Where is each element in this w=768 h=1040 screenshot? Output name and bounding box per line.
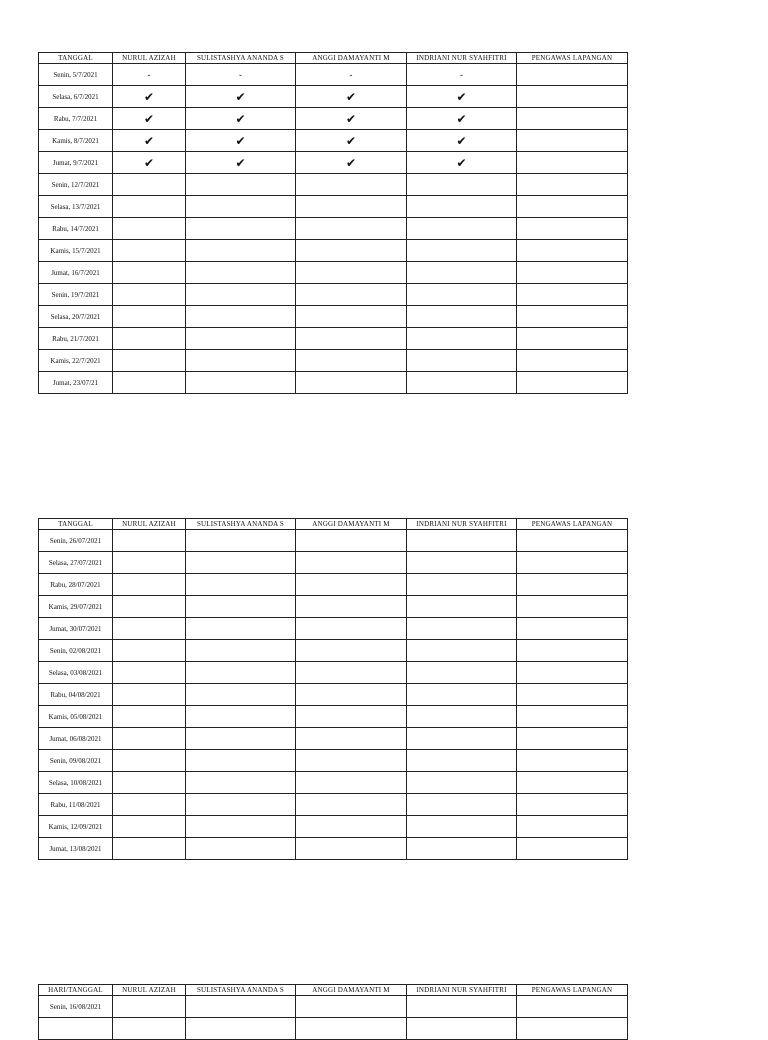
attendance-cell — [517, 618, 628, 640]
attendance-cell — [517, 108, 628, 130]
table-row — [39, 662, 628, 684]
attendance-cell — [407, 596, 517, 618]
table-row — [39, 86, 628, 108]
header-row — [39, 53, 628, 64]
attendance-cell — [517, 596, 628, 618]
table-row — [39, 372, 628, 394]
attendance-cell — [113, 196, 186, 218]
attendance-cell — [407, 262, 517, 284]
table-row — [39, 328, 628, 350]
table-row — [39, 838, 628, 860]
attendance-cell — [517, 530, 628, 552]
table-row — [39, 284, 628, 306]
col-header-nurul: NURUL AZIZAH — [113, 53, 186, 64]
attendance-cell — [186, 596, 296, 618]
attendance-cell — [113, 552, 186, 574]
table-row — [39, 64, 628, 86]
date-cell: Rabu, 11/08/2021 — [39, 794, 113, 816]
attendance-cell — [407, 706, 517, 728]
col-header-sulistashya: SULISTASHYA ANANDA S — [186, 53, 296, 64]
table-row — [39, 794, 628, 816]
col-header-pengawas: PENGAWAS LAPANGAN — [517, 519, 628, 530]
table-row — [39, 262, 628, 284]
check-icon: ✔ — [113, 130, 186, 152]
date-cell: Selasa, 20/7/2021 — [39, 306, 113, 328]
attendance-cell — [186, 574, 296, 596]
col-header-nurul: NURUL AZIZAH — [113, 519, 186, 530]
date-cell: Senin, 19/7/2021 — [39, 284, 113, 306]
col-header-sulistashya: SULISTASHYA ANANDA S — [186, 519, 296, 530]
attendance-cell — [407, 816, 517, 838]
attendance-cell — [517, 218, 628, 240]
attendance-cell — [407, 218, 517, 240]
attendance-cell — [113, 350, 186, 372]
col-header-sulistashya: SULISTASHYA ANANDA S — [186, 985, 296, 996]
table-row — [39, 530, 628, 552]
table-body — [39, 64, 628, 394]
attendance-cell — [186, 640, 296, 662]
date-cell: Selasa, 10/08/2021 — [39, 772, 113, 794]
attendance-cell — [113, 996, 186, 1018]
attendance-cell — [113, 174, 186, 196]
date-cell: Kamis, 8/7/2021 — [39, 130, 113, 152]
attendance-cell — [186, 706, 296, 728]
attendance-cell — [517, 262, 628, 284]
date-cell: Kamis, 15/7/2021 — [39, 240, 113, 262]
date-cell: Senin, 09/08/2021 — [39, 750, 113, 772]
attendance-cell — [186, 328, 296, 350]
table-row — [39, 218, 628, 240]
check-icon: ✔ — [186, 130, 296, 152]
attendance-cell — [186, 996, 296, 1018]
attendance-cell — [113, 838, 186, 860]
table-body — [39, 996, 628, 1040]
absent-dash: - — [407, 64, 517, 86]
attendance-cell — [517, 372, 628, 394]
attendance-cell — [113, 284, 186, 306]
attendance-cell — [113, 684, 186, 706]
check-icon: ✔ — [407, 108, 517, 130]
attendance-cell — [186, 838, 296, 860]
col-header-indriani: INDRIANI NUR SYAHFITRI — [407, 53, 517, 64]
check-icon: ✔ — [113, 152, 186, 174]
absent-dash: - — [186, 64, 296, 86]
attendance-cell — [517, 574, 628, 596]
check-icon: ✔ — [186, 152, 296, 174]
date-cell: Rabu, 14/7/2021 — [39, 218, 113, 240]
col-header-nurul: NURUL AZIZAH — [113, 985, 186, 996]
date-cell: Jumat, 13/08/2021 — [39, 838, 113, 860]
attendance-cell — [296, 816, 407, 838]
attendance-cell — [517, 640, 628, 662]
attendance-cell — [407, 350, 517, 372]
attendance-cell — [113, 618, 186, 640]
attendance-cell — [517, 750, 628, 772]
attendance-cell — [407, 772, 517, 794]
check-icon: ✔ — [407, 152, 517, 174]
attendance-cell — [113, 662, 186, 684]
attendance-cell — [517, 130, 628, 152]
attendance-cell — [517, 152, 628, 174]
attendance-cell — [407, 728, 517, 750]
attendance-cell — [113, 816, 186, 838]
table-row — [39, 728, 628, 750]
attendance-cell — [517, 706, 628, 728]
attendance-cell — [296, 838, 407, 860]
attendance-cell — [113, 574, 186, 596]
col-header-indriani: INDRIANI NUR SYAHFITRI — [407, 985, 517, 996]
attendance-cell — [407, 574, 517, 596]
date-cell: Rabu, 28/07/2021 — [39, 574, 113, 596]
attendance-cell — [517, 196, 628, 218]
attendance-cell — [296, 574, 407, 596]
date-cell: Jumat, 06/08/2021 — [39, 728, 113, 750]
absent-dash: - — [113, 64, 186, 86]
attendance-cell — [113, 706, 186, 728]
attendance-cell — [186, 728, 296, 750]
attendance-cell — [186, 240, 296, 262]
table-row — [39, 596, 628, 618]
attendance-cell — [296, 1018, 407, 1040]
attendance-cell — [517, 794, 628, 816]
attendance-cell — [296, 684, 407, 706]
attendance-cell — [517, 552, 628, 574]
date-cell: Jumat, 9/7/2021 — [39, 152, 113, 174]
col-header-pengawas: PENGAWAS LAPANGAN — [517, 985, 628, 996]
check-icon: ✔ — [296, 108, 407, 130]
date-cell: Selasa, 03/08/2021 — [39, 662, 113, 684]
attendance-cell — [113, 240, 186, 262]
attendance-cell — [517, 1018, 628, 1040]
check-icon: ✔ — [113, 86, 186, 108]
attendance-cell — [296, 328, 407, 350]
attendance-cell — [517, 328, 628, 350]
date-cell: Senin, 02/08/2021 — [39, 640, 113, 662]
attendance-cell — [186, 750, 296, 772]
attendance-cell — [517, 306, 628, 328]
check-icon: ✔ — [296, 86, 407, 108]
attendance-cell — [113, 262, 186, 284]
attendance-cell — [186, 196, 296, 218]
table-row — [39, 174, 628, 196]
attendance-cell — [517, 174, 628, 196]
attendance-cell — [186, 306, 296, 328]
attendance-cell — [517, 86, 628, 108]
attendance-cell — [186, 794, 296, 816]
table-row — [39, 706, 628, 728]
attendance-cell — [517, 284, 628, 306]
attendance-cell — [296, 306, 407, 328]
attendance-cell — [407, 794, 517, 816]
col-header-indriani: INDRIANI NUR SYAHFITRI — [407, 519, 517, 530]
attendance-cell — [113, 750, 186, 772]
attendance-cell — [186, 618, 296, 640]
table-row — [39, 240, 628, 262]
attendance-cell — [296, 640, 407, 662]
check-icon: ✔ — [186, 86, 296, 108]
table-row — [39, 574, 628, 596]
date-cell: Selasa, 6/7/2021 — [39, 86, 113, 108]
date-cell: Senin, 26/07/2021 — [39, 530, 113, 552]
attendance-cell — [296, 996, 407, 1018]
table-row — [39, 1018, 628, 1040]
date-cell: Jumat, 23/07/21 — [39, 372, 113, 394]
col-header-anggi: ANGGI DAMAYANTI M — [296, 53, 407, 64]
attendance-cell — [407, 328, 517, 350]
col-header-anggi: ANGGI DAMAYANTI M — [296, 985, 407, 996]
attendance-cell — [407, 750, 517, 772]
attendance-cell — [186, 218, 296, 240]
attendance-cell — [296, 750, 407, 772]
attendance-cell — [113, 372, 186, 394]
attendance-cell — [407, 838, 517, 860]
check-icon: ✔ — [407, 86, 517, 108]
attendance-cell — [517, 838, 628, 860]
check-icon: ✔ — [113, 108, 186, 130]
attendance-cell — [113, 772, 186, 794]
table-row — [39, 684, 628, 706]
attendance-cell — [407, 240, 517, 262]
attendance-cell — [296, 350, 407, 372]
attendance-cell — [186, 284, 296, 306]
attendance-cell — [296, 196, 407, 218]
date-cell: Kamis, 05/08/2021 — [39, 706, 113, 728]
attendance-cell — [296, 706, 407, 728]
date-cell: Selasa, 27/07/2021 — [39, 552, 113, 574]
col-header-date: HARI/TANGGAL — [39, 985, 113, 996]
col-header-date: TANGGAL — [39, 53, 113, 64]
date-cell: Rabu, 7/7/2021 — [39, 108, 113, 130]
attendance-cell — [186, 1018, 296, 1040]
table-row — [39, 130, 628, 152]
attendance-cell — [407, 372, 517, 394]
attendance-table-1 — [38, 52, 628, 394]
attendance-cell — [517, 240, 628, 262]
attendance-cell — [517, 816, 628, 838]
attendance-cell — [296, 284, 407, 306]
date-cell: Jumat, 30/07/2021 — [39, 618, 113, 640]
attendance-cell — [407, 196, 517, 218]
attendance-table-3 — [38, 984, 628, 1040]
attendance-cell — [113, 728, 186, 750]
attendance-cell — [296, 662, 407, 684]
attendance-cell — [186, 684, 296, 706]
attendance-cell — [407, 174, 517, 196]
attendance-cell — [407, 306, 517, 328]
table-row — [39, 996, 628, 1018]
table-row — [39, 350, 628, 372]
attendance-cell — [517, 772, 628, 794]
attendance-cell — [517, 662, 628, 684]
header-row — [39, 519, 628, 530]
attendance-cell — [186, 350, 296, 372]
attendance-cell — [186, 262, 296, 284]
attendance-cell — [296, 218, 407, 240]
table-row — [39, 152, 628, 174]
attendance-table-2 — [38, 518, 628, 860]
table-row — [39, 640, 628, 662]
date-cell: Rabu, 21/7/2021 — [39, 328, 113, 350]
attendance-cell — [407, 662, 517, 684]
date-cell: Senin, 16/08/2021 — [39, 996, 113, 1018]
attendance-cell — [296, 618, 407, 640]
absent-dash: - — [296, 64, 407, 86]
attendance-cell — [113, 794, 186, 816]
attendance-cell — [296, 728, 407, 750]
table-row — [39, 772, 628, 794]
attendance-cell — [407, 618, 517, 640]
attendance-cell — [186, 552, 296, 574]
attendance-cell — [407, 1018, 517, 1040]
attendance-cell — [517, 350, 628, 372]
col-header-pengawas: PENGAWAS LAPANGAN — [517, 53, 628, 64]
table-row — [39, 108, 628, 130]
table-row — [39, 750, 628, 772]
attendance-cell — [296, 174, 407, 196]
attendance-cell — [113, 640, 186, 662]
table-row — [39, 816, 628, 838]
attendance-cell — [186, 772, 296, 794]
check-icon: ✔ — [186, 108, 296, 130]
attendance-cell — [296, 794, 407, 816]
attendance-cell — [407, 530, 517, 552]
attendance-cell — [407, 640, 517, 662]
col-header-anggi: ANGGI DAMAYANTI M — [296, 519, 407, 530]
attendance-cell — [296, 372, 407, 394]
table-body — [39, 530, 628, 860]
attendance-cell — [407, 996, 517, 1018]
col-header-date: TANGGAL — [39, 519, 113, 530]
attendance-cell — [186, 174, 296, 196]
check-icon: ✔ — [296, 130, 407, 152]
attendance-cell — [517, 996, 628, 1018]
date-cell: Rabu, 04/08/2021 — [39, 684, 113, 706]
attendance-cell — [517, 684, 628, 706]
attendance-cell — [407, 684, 517, 706]
attendance-cell — [517, 728, 628, 750]
attendance-cell — [296, 772, 407, 794]
table-row — [39, 552, 628, 574]
attendance-cell — [296, 552, 407, 574]
attendance-cell — [186, 530, 296, 552]
attendance-cell — [296, 530, 407, 552]
date-cell: Selasa, 13/7/2021 — [39, 196, 113, 218]
date-cell: Kamis, 29/07/2021 — [39, 596, 113, 618]
header-row — [39, 985, 628, 996]
attendance-cell — [113, 328, 186, 350]
date-cell: Kamis, 22/7/2021 — [39, 350, 113, 372]
attendance-cell — [113, 1018, 186, 1040]
check-icon: ✔ — [407, 130, 517, 152]
attendance-cell — [296, 240, 407, 262]
attendance-cell — [113, 306, 186, 328]
date-cell: Kamis, 12/09/2021 — [39, 816, 113, 838]
table-row — [39, 618, 628, 640]
attendance-cell — [186, 372, 296, 394]
attendance-cell — [113, 218, 186, 240]
date-cell — [39, 1018, 113, 1040]
attendance-cell — [186, 816, 296, 838]
check-icon: ✔ — [296, 152, 407, 174]
table-row — [39, 306, 628, 328]
date-cell: Senin, 12/7/2021 — [39, 174, 113, 196]
attendance-cell — [407, 284, 517, 306]
date-cell: Jumat, 16/7/2021 — [39, 262, 113, 284]
attendance-cell — [113, 530, 186, 552]
table-row — [39, 196, 628, 218]
date-cell: Senin, 5/7/2021 — [39, 64, 113, 86]
attendance-cell — [113, 596, 186, 618]
attendance-cell — [296, 596, 407, 618]
attendance-cell — [186, 662, 296, 684]
attendance-cell — [296, 262, 407, 284]
attendance-cell — [407, 552, 517, 574]
attendance-cell — [517, 64, 628, 86]
